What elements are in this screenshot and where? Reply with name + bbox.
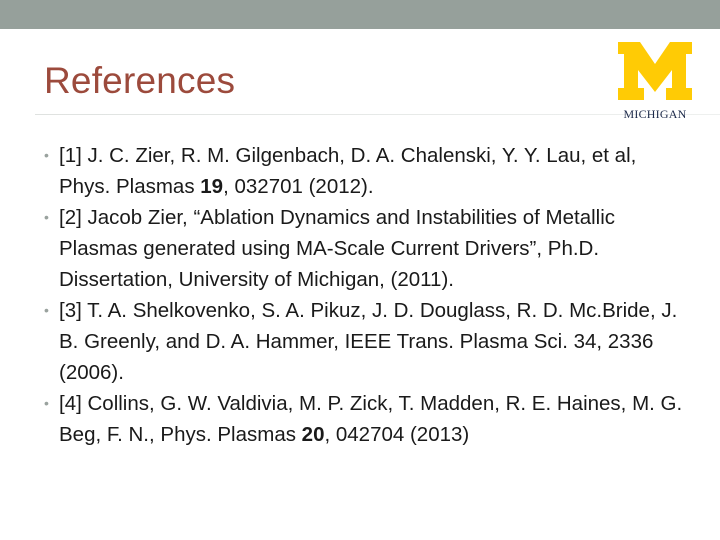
logo-wordmark: MICHIGAN (623, 107, 687, 121)
reference-item (44, 388, 684, 450)
reference-volume: 19 (200, 175, 224, 198)
slide-title: References (44, 60, 236, 101)
block-m-icon (618, 42, 692, 100)
reference-volume: 20 (301, 423, 325, 446)
top-accent-bar (0, 0, 720, 29)
reference-item (44, 140, 684, 202)
bullet-icon: • (44, 395, 49, 411)
reference-text: [1] J. C. Zier, R. M. Gilgenbach, D. A. Chalenski, Y. Y. Lau, et al, Phys. Plasmas (59, 144, 637, 198)
reference-item (44, 295, 684, 388)
bullet-icon: • (44, 302, 49, 318)
reference-text: [2] Jacob Zier, “Ablation Dynamics and Instabilities of Metallic Plasmas generated using MA-Scale Current Drivers”, Ph.D. Dissertation, University of Michigan, (2011). (59, 206, 616, 291)
bullet-icon: • (44, 209, 49, 225)
reference-list (44, 140, 684, 450)
reference-text: , 042704 (2013) (324, 423, 470, 446)
reference-text: , 032701 (2012). (223, 175, 374, 198)
reference-text: [3] T. A. Shelkovenko, S. A. Pikuz, J. D. Douglass, R. D. Mc.Bride, J. B. Greenly, and D. A. Hammer, IEEE Trans. Plasma Sci. 34, 2336 (2006). (59, 299, 678, 384)
reference-item (44, 202, 684, 295)
bullet-icon: • (44, 147, 49, 163)
reference-text: [4] Collins, G. W. Valdivia, M. P. Zick, T. Madden, R. E. Haines, M. G. Beg, F. N., Phys. Plasmas (59, 392, 683, 446)
university-logo (610, 42, 700, 124)
